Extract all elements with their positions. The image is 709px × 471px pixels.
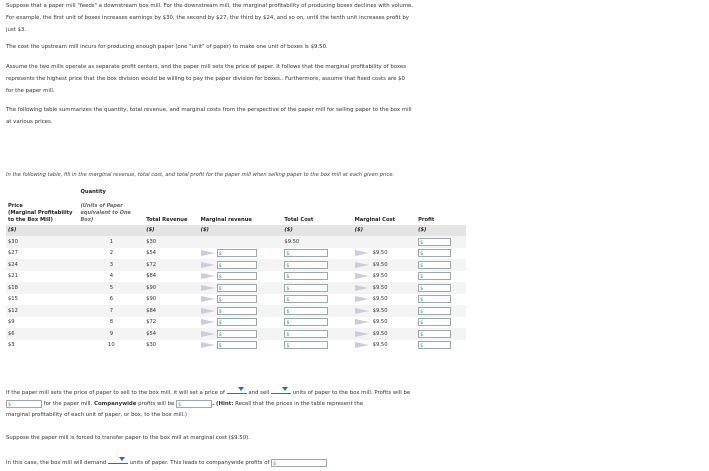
table-row: $9 8 $72 $ $ $9.50 $ bbox=[6, 317, 466, 329]
arrow-icon bbox=[201, 308, 215, 314]
intro-paragraph: Suppose that a paper mill "feeds" a downstream box mill. For the downstream mill, the marginal profitability of producing boxes declines with volume. For example, the first unit of boxes increases earnings by $30, the second by $27, the third by $24, and so on, until the tenth unit increases profit by just $3. bbox=[6, 3, 414, 33]
table-row: $24 3 $72 $ $ $9.50 $ bbox=[6, 259, 466, 271]
unit-label: ($) bbox=[353, 225, 416, 236]
arrow-icon bbox=[355, 285, 369, 291]
profit-input[interactable]: $ bbox=[418, 261, 451, 269]
total-cost-input[interactable]: $ bbox=[284, 249, 328, 257]
box-demand-dropdown[interactable] bbox=[108, 456, 128, 464]
marginal-revenue-input[interactable]: $ bbox=[217, 249, 257, 257]
profit-input[interactable]: $ bbox=[418, 318, 451, 326]
marginal-revenue-input[interactable]: $ bbox=[217, 295, 257, 303]
total-cost-input[interactable]: $ bbox=[284, 307, 328, 315]
arrow-icon bbox=[355, 319, 369, 325]
marginal-revenue-input[interactable]: $ bbox=[217, 261, 257, 269]
marginal-revenue-input[interactable]: $ bbox=[217, 307, 257, 315]
arrow-icon bbox=[355, 296, 369, 302]
arrow-icon bbox=[201, 285, 215, 291]
unit-label: ($) bbox=[199, 225, 283, 236]
table-row: $3 10 $30 $ $ $9.50 $ bbox=[6, 340, 466, 352]
table-row: $30 1 $30 $9.50 $ bbox=[6, 236, 466, 248]
arrow-icon bbox=[355, 331, 369, 337]
arrow-icon bbox=[201, 273, 215, 279]
profit-input[interactable]: $ bbox=[418, 341, 451, 349]
profit-input[interactable]: $ bbox=[418, 330, 451, 338]
marginal-revenue-input[interactable]: $ bbox=[217, 284, 257, 292]
unit-label: ($) bbox=[144, 225, 198, 236]
arrow-icon bbox=[201, 342, 215, 348]
arrow-icon bbox=[355, 262, 369, 268]
transfer-companywide-profit-input[interactable]: $ bbox=[271, 459, 327, 467]
total-cost-given: $9.50 bbox=[282, 236, 352, 248]
arrow-icon bbox=[355, 273, 369, 279]
total-cost-input[interactable]: $ bbox=[284, 261, 328, 269]
table-instruction: In the following table, fill in the marginal revenue, total cost, and total profit for the paper mill when selling paper to the box mill at each given price. bbox=[6, 172, 395, 178]
header-price: Price (Marginal Profitability to the Box Mill) bbox=[8, 203, 73, 223]
profit-input[interactable]: $ bbox=[418, 238, 451, 246]
arrow-icon bbox=[355, 308, 369, 314]
table-row: $6 9 $54 $ $ $9.50 $ bbox=[6, 328, 466, 340]
profit-table bbox=[6, 189, 466, 351]
price-dropdown[interactable] bbox=[227, 386, 247, 394]
total-cost-input[interactable]: $ bbox=[284, 341, 328, 349]
marginal-revenue-input[interactable]: $ bbox=[217, 318, 257, 326]
profit-input[interactable]: $ bbox=[418, 249, 451, 257]
total-cost-input[interactable]: $ bbox=[284, 330, 328, 338]
table-row: $15 6 $90 $ $ $9.50 $ bbox=[6, 294, 466, 306]
total-cost-input[interactable]: $ bbox=[284, 284, 328, 292]
quantity-dropdown[interactable] bbox=[271, 386, 291, 394]
profit-input[interactable]: $ bbox=[418, 295, 451, 303]
total-cost-input[interactable]: $ bbox=[284, 318, 328, 326]
arrow-icon bbox=[355, 250, 369, 256]
question-paper-mill-pricing: If the paper mill sets the price of paper to sell to the box mill, it will set a price of and sell units of paper to the box mill. Profits will be $ for the paper mill. Companywide profits will be $ . (Hint: Recall that the prices in the table represent the marginal profitability of each unit of paper, or box, to the box mill.) bbox=[6, 386, 696, 421]
total-cost-input[interactable]: $ bbox=[284, 295, 328, 303]
cost-paragraph: The cost the upstream mill incurs for producing enough paper (one "unit" of paper) to make one unit of boxes is $9.50. bbox=[6, 44, 328, 50]
marginal-revenue-input[interactable]: $ bbox=[217, 341, 257, 349]
profit-input[interactable]: $ bbox=[418, 307, 451, 315]
table-row: $18 5 $90 $ $ $9.50 $ bbox=[6, 282, 466, 294]
arrow-icon bbox=[201, 250, 215, 256]
table-intro-paragraph: The following table summarizes the quantity, total revenue, and marginal costs from the perspective of the paper mill for selling paper to the box mill at various prices. bbox=[6, 107, 412, 125]
arrow-icon bbox=[201, 296, 215, 302]
header-total-revenue: Total Revenue bbox=[146, 217, 188, 223]
header-profit: Profit bbox=[418, 217, 435, 223]
table-row: $12 7 $84 $ $ $9.50 $ bbox=[6, 305, 466, 317]
paper-mill-profit-input[interactable]: $ bbox=[6, 400, 42, 408]
assumption-paragraph: Assume the two mills operate as separate profit centers, and the paper mill sets the price of paper. It follows that the marginal profitability of boxes represents the highest price that the box division would be willing to pay the paper division for boxes.. Furthermore, assume that fixed costs are $0 for the paper mill. bbox=[6, 64, 407, 94]
arrow-icon bbox=[201, 262, 215, 268]
arrow-icon bbox=[201, 331, 215, 337]
header-quantity: Quantity (Units of Paper equivalent to One Box) bbox=[80, 189, 131, 223]
marginal-revenue-input[interactable]: $ bbox=[217, 330, 257, 338]
question-transfer-at-cost: In this case, the box mill will demand units of paper. This leads to companywide profits of $ bbox=[6, 456, 696, 469]
companywide-profit-input[interactable]: $ bbox=[176, 400, 212, 408]
total-cost-input[interactable]: $ bbox=[284, 272, 328, 280]
header-total-cost: Total Cost bbox=[284, 217, 314, 223]
unit-label: ($) bbox=[6, 225, 79, 236]
arrow-icon bbox=[201, 319, 215, 325]
marginal-revenue-input[interactable]: $ bbox=[217, 272, 257, 280]
profit-input[interactable]: $ bbox=[418, 284, 451, 292]
header-marginal-cost: Marginal Cost bbox=[354, 217, 396, 223]
table-row: $27 2 $54 $ $ $9.50 $ bbox=[6, 248, 466, 260]
unit-label: ($) bbox=[416, 225, 466, 236]
header-marginal-revenue: Marginal revenue bbox=[200, 217, 252, 223]
arrow-icon bbox=[355, 342, 369, 348]
marginal-cost-scenario: Suppose the paper mill is forced to transfer paper to the box mill at marginal cost ($9.50). bbox=[6, 435, 250, 441]
table-row: $21 4 $84 $ $ $9.50 $ bbox=[6, 271, 466, 283]
unit-label: ($) bbox=[282, 225, 352, 236]
profit-input[interactable]: $ bbox=[418, 272, 451, 280]
